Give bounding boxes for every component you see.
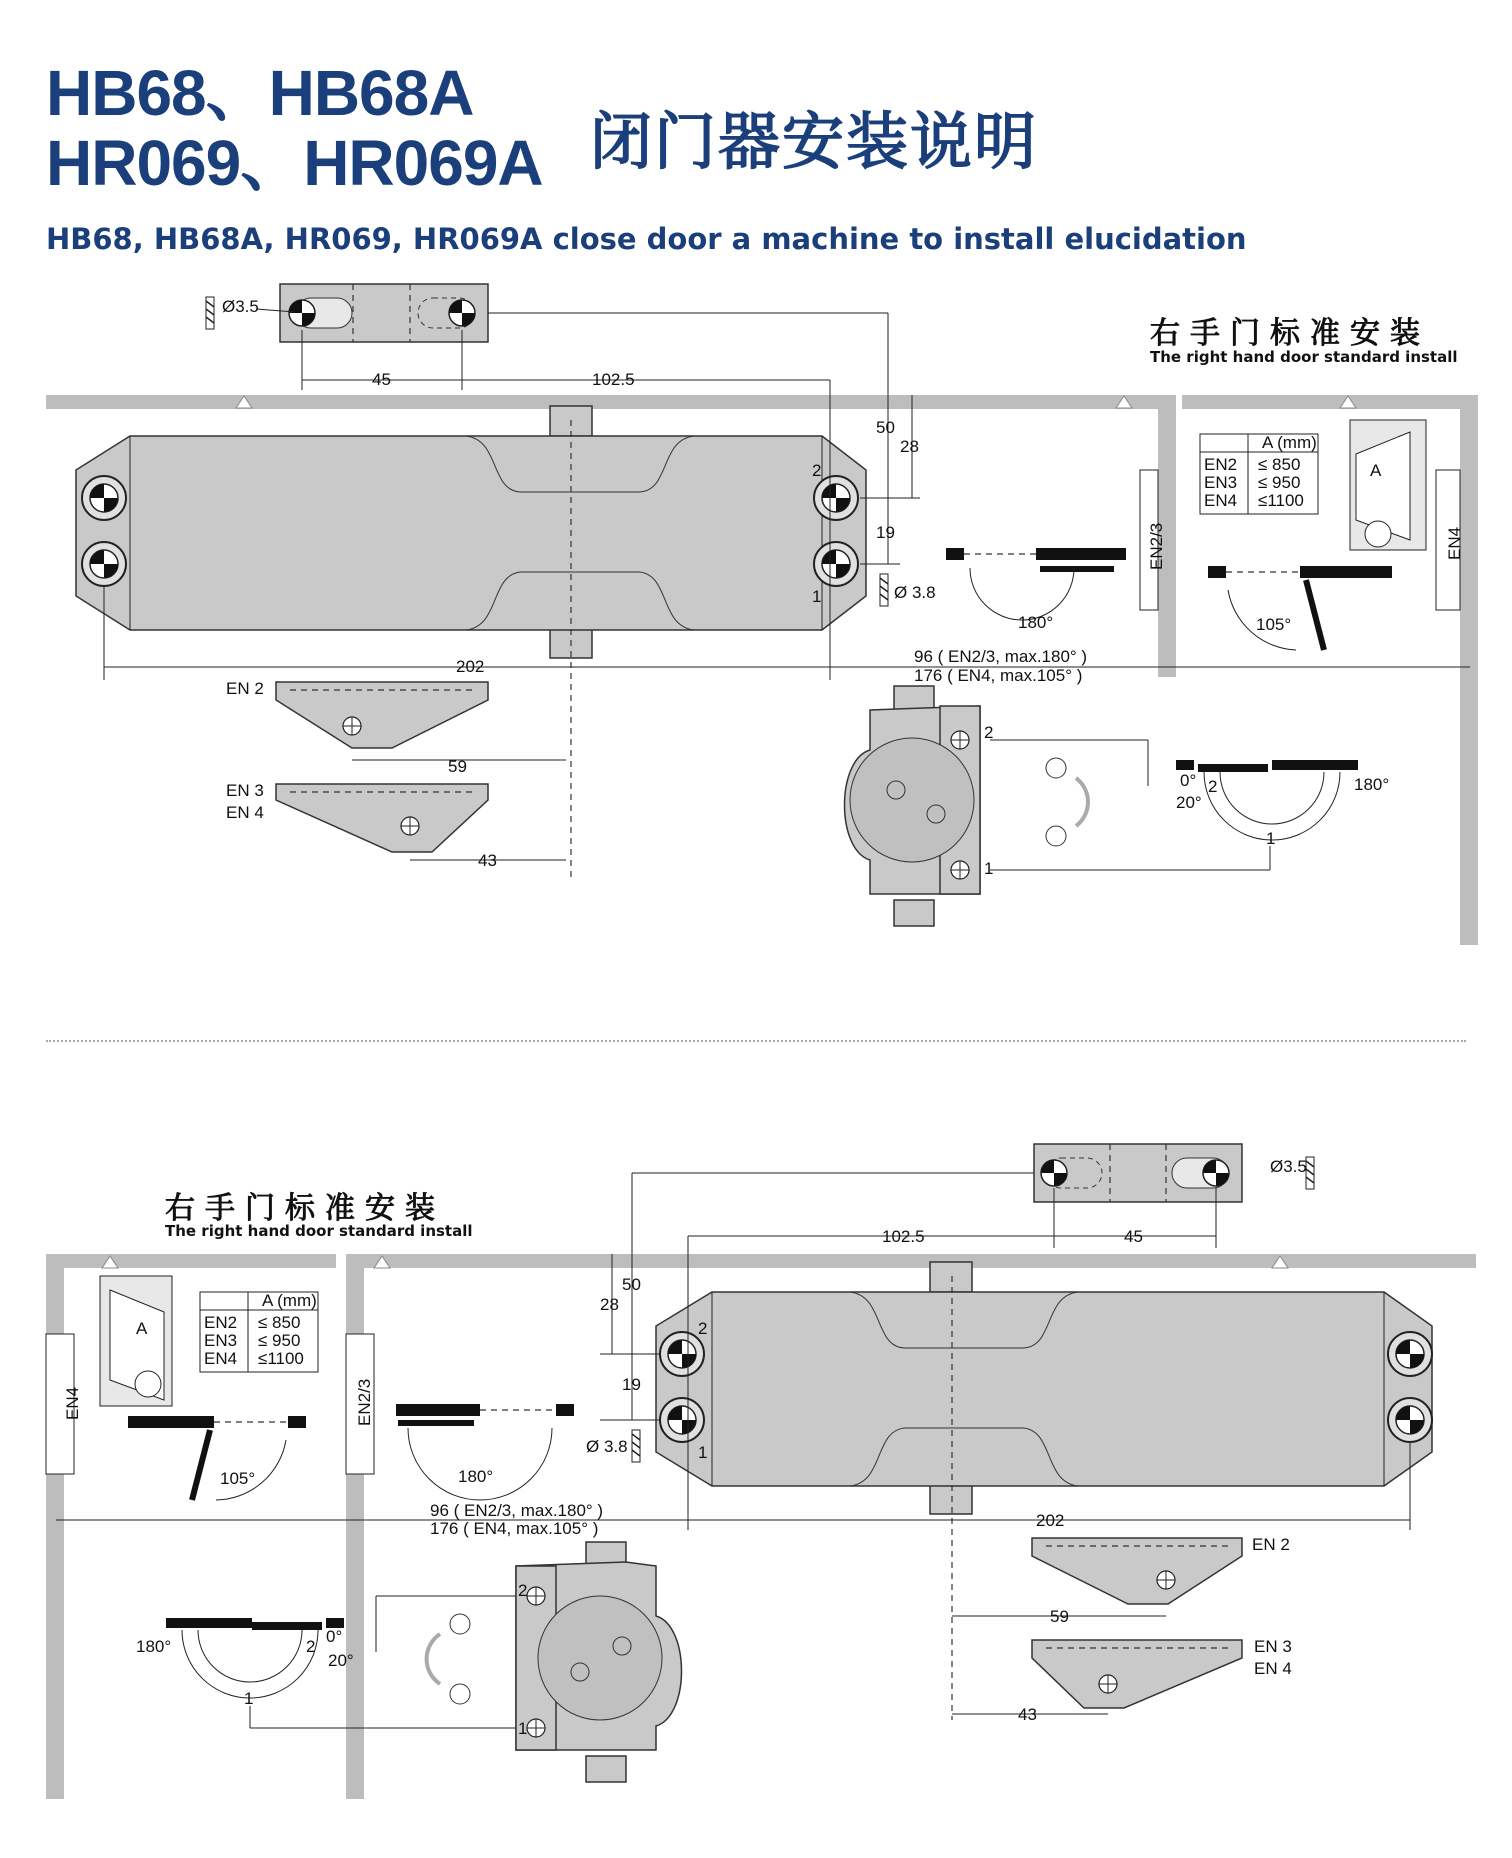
- bottom-front-hole-label-1: 1: [518, 1719, 528, 1738]
- angle-180-arc: 180°: [1354, 775, 1390, 794]
- bottom-dim-176: 176 ( EN4, max.105° ): [430, 1519, 599, 1538]
- dim-176: 176 ( EN4, max.105° ): [914, 666, 1083, 685]
- bottom-angle-180-arc: 180°: [136, 1637, 172, 1656]
- angle-20: 20°: [1176, 793, 1202, 812]
- bottom-closer-front: [516, 1542, 682, 1782]
- arc-label-1: 1: [1266, 829, 1276, 848]
- table-row-en2-label: EN2: [1204, 455, 1238, 474]
- bottom-hole-label-1: 1: [698, 1443, 708, 1462]
- wall-label-en4: EN4: [1445, 526, 1464, 560]
- plate-en3-en4: [276, 784, 488, 852]
- bottom-ceiling-wall-left: [46, 1254, 336, 1268]
- table-row-en4-value: ≤1100: [1258, 491, 1304, 510]
- hole-label-2: 2: [812, 461, 822, 480]
- bottom-plate-label-en2: EN 2: [1252, 1535, 1290, 1554]
- bottom-angle-105: 105°: [220, 1469, 256, 1488]
- hole-label-1: 1: [812, 587, 822, 606]
- bottom-dim-96: 96 ( EN2/3, max.180° ): [430, 1501, 604, 1520]
- door-plan-105: [1208, 566, 1392, 650]
- table-row-en4-label: EN4: [1204, 491, 1238, 510]
- dim-96: 96 ( EN2/3, max.180° ): [914, 647, 1088, 666]
- dim-50: 50: [876, 418, 895, 437]
- angle-180: 180°: [1018, 613, 1054, 632]
- table-arrow-label-top: A: [1370, 461, 1382, 480]
- dim-59: 59: [448, 757, 467, 776]
- bottom-dim-59: 59: [1050, 1607, 1069, 1626]
- bottom-table-row-en4-value: ≤1100: [258, 1349, 304, 1368]
- chinese-title: 闭门器安装说明: [590, 105, 1039, 178]
- bottom-arc-label-2: 2: [306, 1637, 316, 1656]
- arc-label-2: 2: [1208, 777, 1218, 796]
- bottom-plate-en3-en4: [1032, 1640, 1242, 1708]
- model-line-2: HR069、HR069A: [46, 127, 543, 199]
- top-ceiling-wall-right: [1182, 395, 1478, 409]
- top-ceiling-wall: [46, 395, 1176, 409]
- bottom-angle-180: 180°: [458, 1467, 494, 1486]
- dim-28: 28: [900, 437, 919, 456]
- bottom-arc-label-1: 1: [244, 1689, 254, 1708]
- dim-45: 45: [372, 370, 391, 389]
- bottom-hole-label-2: 2: [698, 1319, 708, 1338]
- hole-diameter-label: Ø3.5: [222, 297, 259, 316]
- bottom-hole-diameter-3-8: Ø 3.8: [586, 1437, 628, 1456]
- english-subtitle: HB68, HB68A, HR069, HR069A close door a machine to install elucidation: [46, 222, 1247, 256]
- bottom-table-row-en2-value: ≤ 850: [258, 1313, 301, 1332]
- bottom-plate-label-en4: EN 4: [1254, 1659, 1292, 1678]
- bottom-section-title-en: The right hand door standard install: [165, 1222, 473, 1240]
- bottom-front-hole-label-2: 2: [518, 1581, 528, 1600]
- bottom-angle-20: 20°: [328, 1651, 354, 1670]
- bottom-door-plan-105: [128, 1416, 306, 1500]
- door-plan-180: [946, 548, 1126, 620]
- top-right-wall: [1460, 395, 1478, 945]
- bottom-hole-diameter-label: Ø3.5: [1270, 1157, 1307, 1176]
- bottom-dim-102-5: 102.5: [882, 1227, 925, 1246]
- arm-arc-top: [1176, 760, 1358, 840]
- dim-19: 19: [876, 523, 895, 542]
- bottom-plate-en2: [1032, 1538, 1242, 1604]
- hole-diameter-3-8: Ø 3.8: [894, 583, 936, 602]
- top-section-title-en: The right hand door standard install: [1150, 348, 1458, 366]
- table-row-en2-value: ≤ 850: [1258, 455, 1301, 474]
- plate-label-en3: EN 3: [226, 781, 264, 800]
- table-row-en3-label: EN3: [1204, 473, 1238, 492]
- bottom-dim-50: 50: [622, 1275, 641, 1294]
- plate-en2: [276, 682, 488, 748]
- door-illustration-bottom: [100, 1276, 172, 1406]
- top-closer-front: [845, 686, 981, 926]
- dim-202: 202: [456, 657, 485, 676]
- bottom-dim-45: 45: [1124, 1227, 1143, 1246]
- bottom-dim-28: 28: [600, 1295, 619, 1314]
- bottom-dim-202: 202: [1036, 1511, 1065, 1530]
- bottom-table-row-en3-label: EN3: [204, 1331, 238, 1350]
- front-hole-label-2: 2: [984, 723, 994, 742]
- bottom-angle-0: 0°: [326, 1627, 343, 1646]
- bottom-section-title-cn: 右手门标准安装: [165, 1191, 445, 1226]
- angle-105: 105°: [1256, 615, 1292, 634]
- plate-label-en4: EN 4: [226, 803, 264, 822]
- bottom-table-row-en3-value: ≤ 950: [258, 1331, 301, 1350]
- bottom-arm-arc: [166, 1618, 344, 1698]
- bottom-ceiling-wall: [346, 1254, 1476, 1268]
- model-line-1: HB68、HB68A: [46, 57, 474, 129]
- bottom-table-row-en2-label: EN2: [204, 1313, 238, 1332]
- top-section-title-cn: 右手门标准安装: [1150, 316, 1430, 351]
- bottom-wall-label-en4: EN4: [63, 1386, 82, 1420]
- bottom-table-row-en4-label: EN4: [204, 1349, 238, 1368]
- bottom-table-arrow-label: A: [136, 1319, 148, 1338]
- bottom-table-header: A (mm): [262, 1291, 317, 1310]
- wall-label-en23: EN2/3: [1147, 522, 1166, 570]
- bottom-dim-43: 43: [1018, 1705, 1037, 1724]
- angle-0: 0°: [1180, 771, 1197, 790]
- bottom-wall-label-en23: EN2/3: [355, 1378, 374, 1426]
- dim-43: 43: [478, 851, 497, 870]
- table-header: A (mm): [1262, 433, 1317, 452]
- door-illustration-top: [1350, 420, 1426, 550]
- table-row-en3-value: ≤ 950: [1258, 473, 1301, 492]
- front-hole-label-1: 1: [984, 859, 994, 878]
- bottom-dim-19: 19: [622, 1375, 641, 1394]
- plate-label-en2: EN 2: [226, 679, 264, 698]
- dim-102-5: 102.5: [592, 370, 635, 389]
- bottom-plate-label-en3: EN 3: [1254, 1637, 1292, 1656]
